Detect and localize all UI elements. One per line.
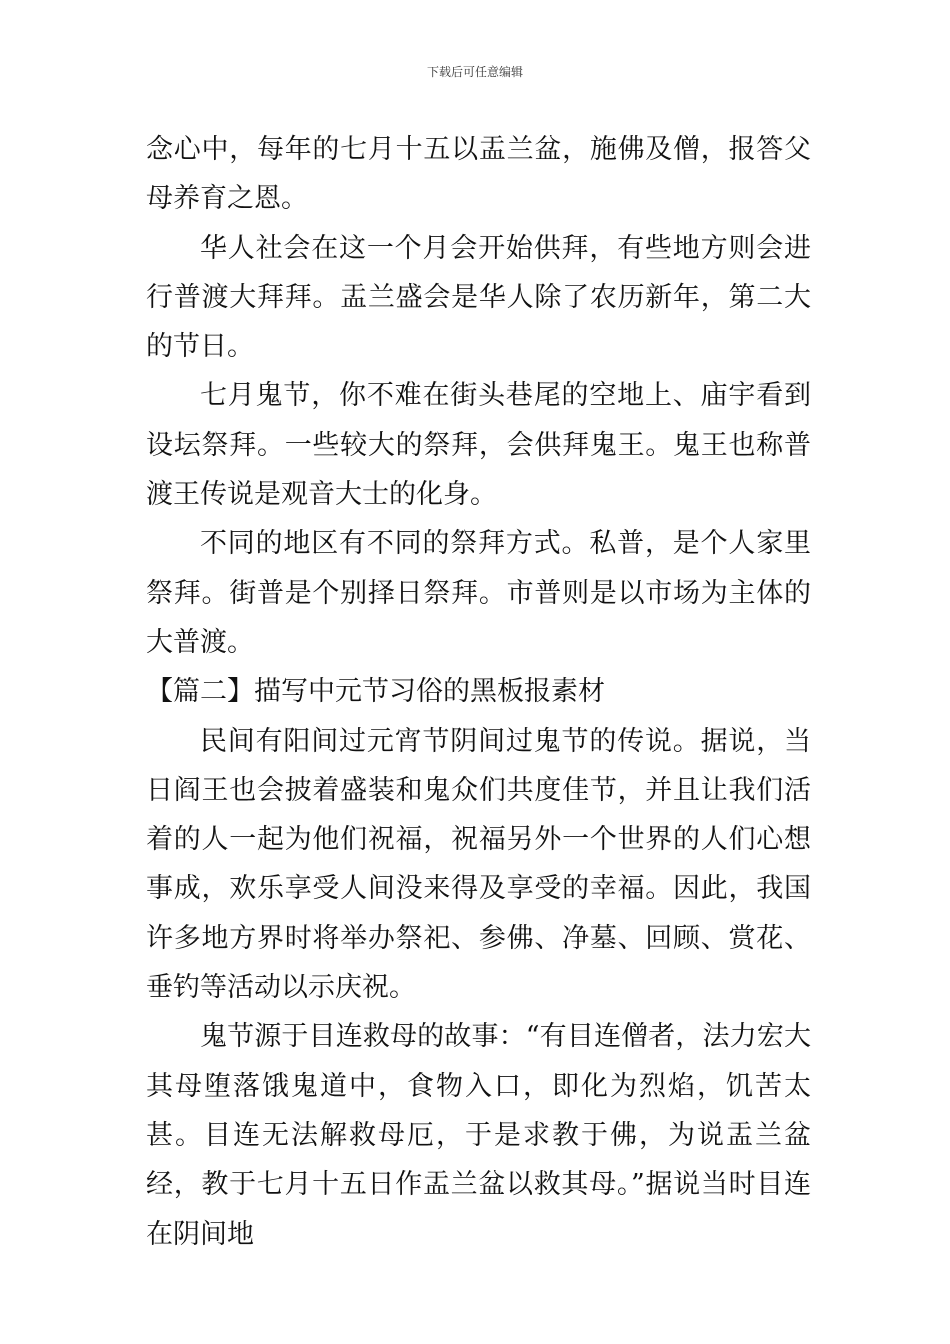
- paragraph-2: 华人社会在这一个月会开始供拜，有些地方则会进行普渡大拜拜。盂兰盛会是华人除了农历新年，第二大的节日。: [146, 232, 811, 363]
- section-heading: 【篇二】描写中元节习俗的黑板报素材: [146, 676, 605, 708]
- paragraph-4: 不同的地区有不同的祭拜方式。私普，是个人家里祭拜。街普是个别择日祭拜。市普则是以市场为主体的大普渡。: [146, 528, 811, 658]
- paragraph-1: 念心中，每年的七月十五以盂兰盆，施佛及僧，报答父母养育之恩。: [146, 134, 811, 215]
- page-header: 下载后可任意编辑: [426, 65, 523, 79]
- paragraph-5: 民间有阳间过元宵节阴间过鬼节的传说。据说，当日阎王也会披着盛装和鬼众们共度佳节，并且让我们活着的人一起为他们祝福，祝福另外一个世界的人们心想事成，欢乐享受人间没来得及享受的幸福。因此，我国许多地方界时将举办祭祀、参佛、净墓、回顾、赏花、垂钓等活动以示庆祝。: [146, 725, 811, 1004]
- document-body: [146, 125, 811, 1259]
- paragraph-3: 七月鬼节，你不难在街头巷尾的空地上、庙宇看到设坛祭拜。一些较大的祭拜，会供拜鬼王。鬼王也称普渡王传说是观音大士的化身。: [146, 380, 811, 511]
- paragraph-6: 鬼节源于目连救母的故事：“有目连僧者，法力宏大其母堕落饿鬼道中，食物入口，即化为烈焰，饥苦太甚。目连无法解救母厄，于是求教于佛，为说盂兰盆经，教于七月十五日作盂兰盆以救其母。”据说当时目连在阴间地: [146, 1021, 811, 1250]
